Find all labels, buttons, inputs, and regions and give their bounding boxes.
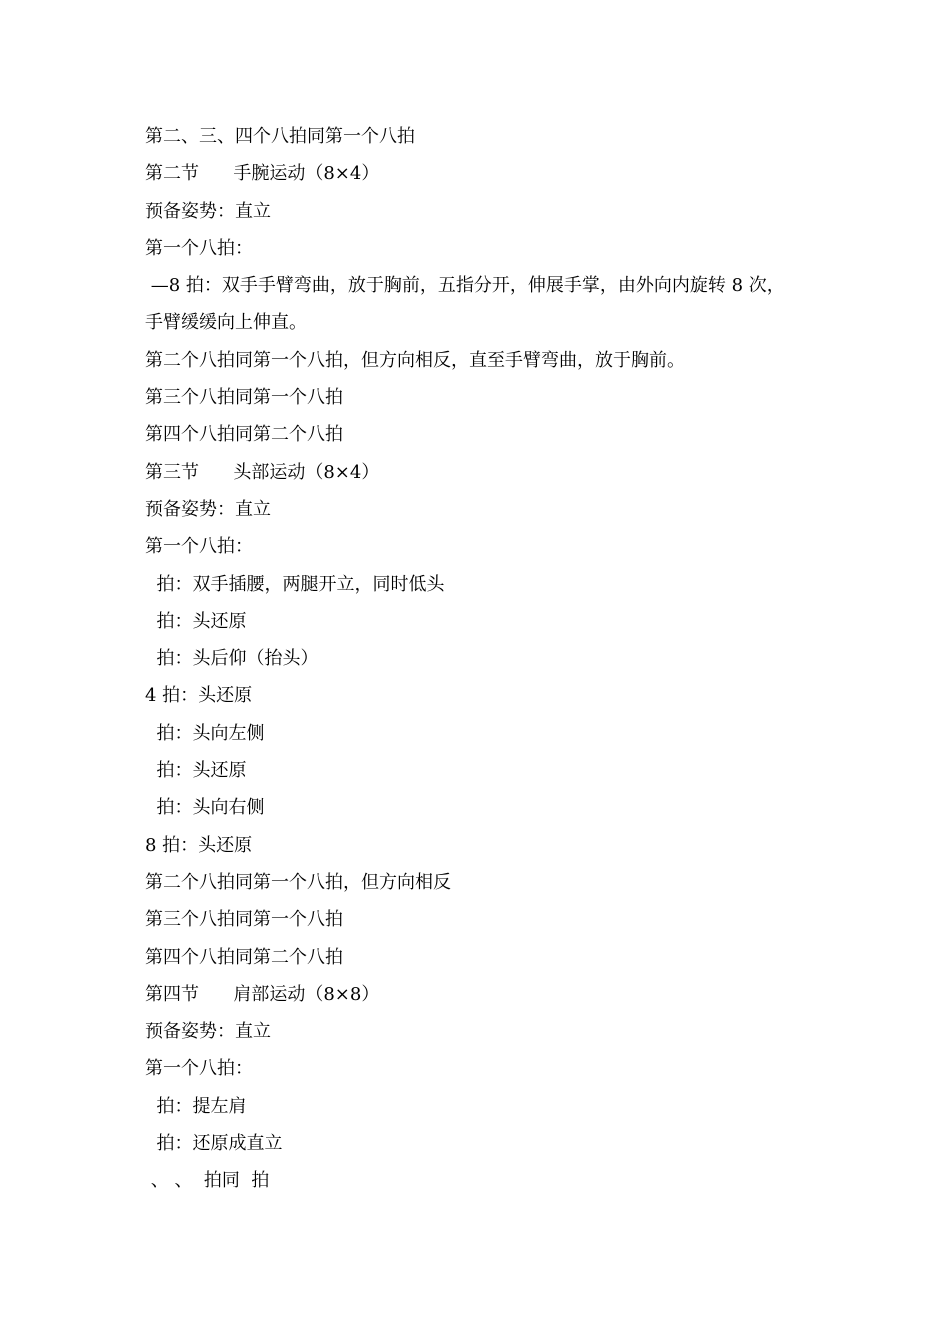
text-line: —8 拍：双手手臂弯曲，放于胸前，五指分开，伸展手掌，由外向内旋转 8 次，: [145, 275, 785, 297]
text-line: 预备姿势：直立: [145, 498, 271, 520]
text-line: 第二个八拍同第一个八拍，但方向相反，直至手臂弯曲，放于胸前。: [145, 349, 685, 371]
section-heading: 第二节 手腕运动（8×4）: [145, 163, 380, 185]
text-line: 第二个八拍同第一个八拍，但方向相反: [145, 871, 451, 893]
text-line: 拍：头还原: [145, 610, 247, 632]
text-line: 第四个八拍同第二个八拍: [145, 946, 343, 968]
text-line: 第一个八拍：: [145, 536, 253, 558]
text-line: 第三个八拍同第一个八拍: [145, 387, 343, 409]
text-line: 预备姿势：直立: [145, 1021, 271, 1043]
document-body: [145, 118, 825, 1200]
text-line: 拍：头后仰（抬头）: [145, 648, 319, 670]
text-line: 预备姿势：直立: [145, 200, 271, 222]
text-line: 拍：双手插腰，两腿开立，同时低头: [145, 573, 445, 595]
text-line: 第一个八拍：: [145, 1058, 253, 1080]
text-line: 拍：头向左侧: [145, 722, 265, 744]
text-line: 、 、 拍同 拍: [145, 1170, 270, 1192]
text-line: 第一个八拍：: [145, 237, 253, 259]
text-line: 4 拍：头还原: [145, 685, 253, 707]
text-line: 8 拍：头还原: [145, 834, 253, 856]
text-line: 拍：头还原: [145, 760, 247, 782]
text-line: 拍：还原成直立: [145, 1133, 283, 1155]
text-line: 手臂缓缓向上伸直。: [145, 312, 307, 334]
text-line: 第三个八拍同第一个八拍: [145, 909, 343, 931]
section-heading: 第三节 头部运动（8×4）: [145, 461, 380, 483]
section-heading: 第四节 肩部运动（8×8）: [145, 983, 380, 1005]
text-line: 第四个八拍同第二个八拍: [145, 424, 343, 446]
text-line: 第二、三、四个八拍同第一个八拍: [145, 126, 415, 147]
text-line: 拍：提左肩: [145, 1095, 247, 1117]
text-line: 拍：头向右侧: [145, 797, 265, 819]
